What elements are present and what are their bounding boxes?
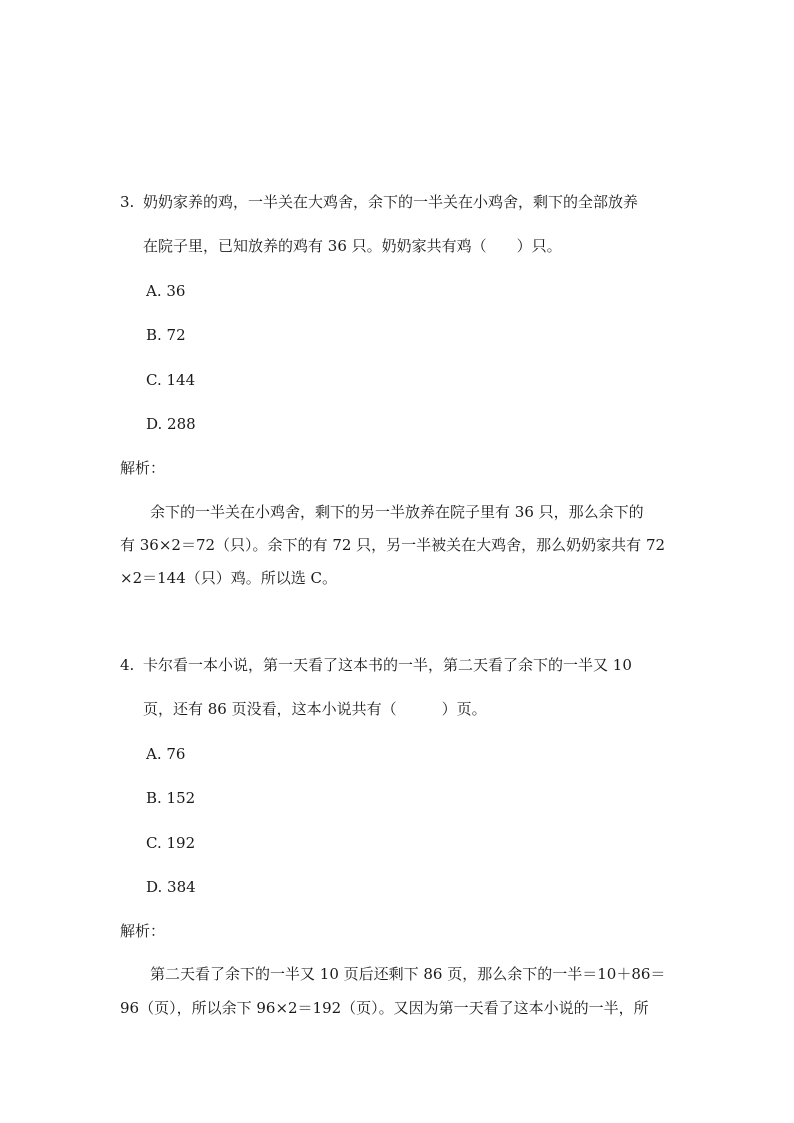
question-3-option-a: A. 36 [146, 282, 186, 300]
question-4-option-a: A. 76 [146, 745, 186, 763]
question-3-analysis-line-1: 余下的一半关在小鸡舍，剩下的另一半放养在院子里有 36 只，那么余下的 [150, 503, 644, 521]
question-3-stem-line-2: 在院子里，已知放养的鸡有 36 只。奶奶家共有鸡（ ）只。 [143, 237, 562, 255]
question-4-analysis-label: 解析： [120, 922, 166, 940]
question-4-stem-line-1: 卡尔看一本小说，第一天看了这本书的一半，第二天看了余下的一半又 10 [143, 656, 632, 674]
question-4-option-c: C. 192 [146, 834, 196, 852]
question-3-option-c: C. 144 [146, 371, 196, 389]
question-4-number: 4. [120, 656, 135, 674]
question-3-analysis-line-2: 有 36×2＝72（只）。余下的有 72 只，另一半被关在大鸡舍，那么奶奶家共有 72 [120, 536, 666, 554]
question-3-stem-line-1: 奶奶家养的鸡，一半关在大鸡舍，余下的一半关在小鸡舍，剩下的全部放养 [143, 193, 639, 211]
question-3-option-d: D. 288 [146, 415, 196, 433]
question-3-analysis-label: 解析： [120, 459, 166, 477]
question-3-option-b: B. 72 [146, 326, 186, 344]
question-4-stem-line-2: 页，还有 86 页没看，这本小说共有（ ）页。 [143, 700, 487, 718]
question-4-option-b: B. 152 [146, 789, 196, 807]
question-3-number: 3. [120, 193, 135, 211]
question-4-analysis-line-2: 96（页），所以余下 96×2＝192（页）。又因为第一天看了这本小说的一半，所 [120, 999, 649, 1017]
question-3-analysis-line-3: ×2＝144（只）鸡。所以选 C。 [120, 569, 337, 587]
question-4-analysis-line-1: 第二天看了余下的一半又 10 页后还剩下 86 页，那么余下的一半＝10＋86＝ [150, 965, 666, 983]
question-4-option-d: D. 384 [146, 878, 196, 896]
